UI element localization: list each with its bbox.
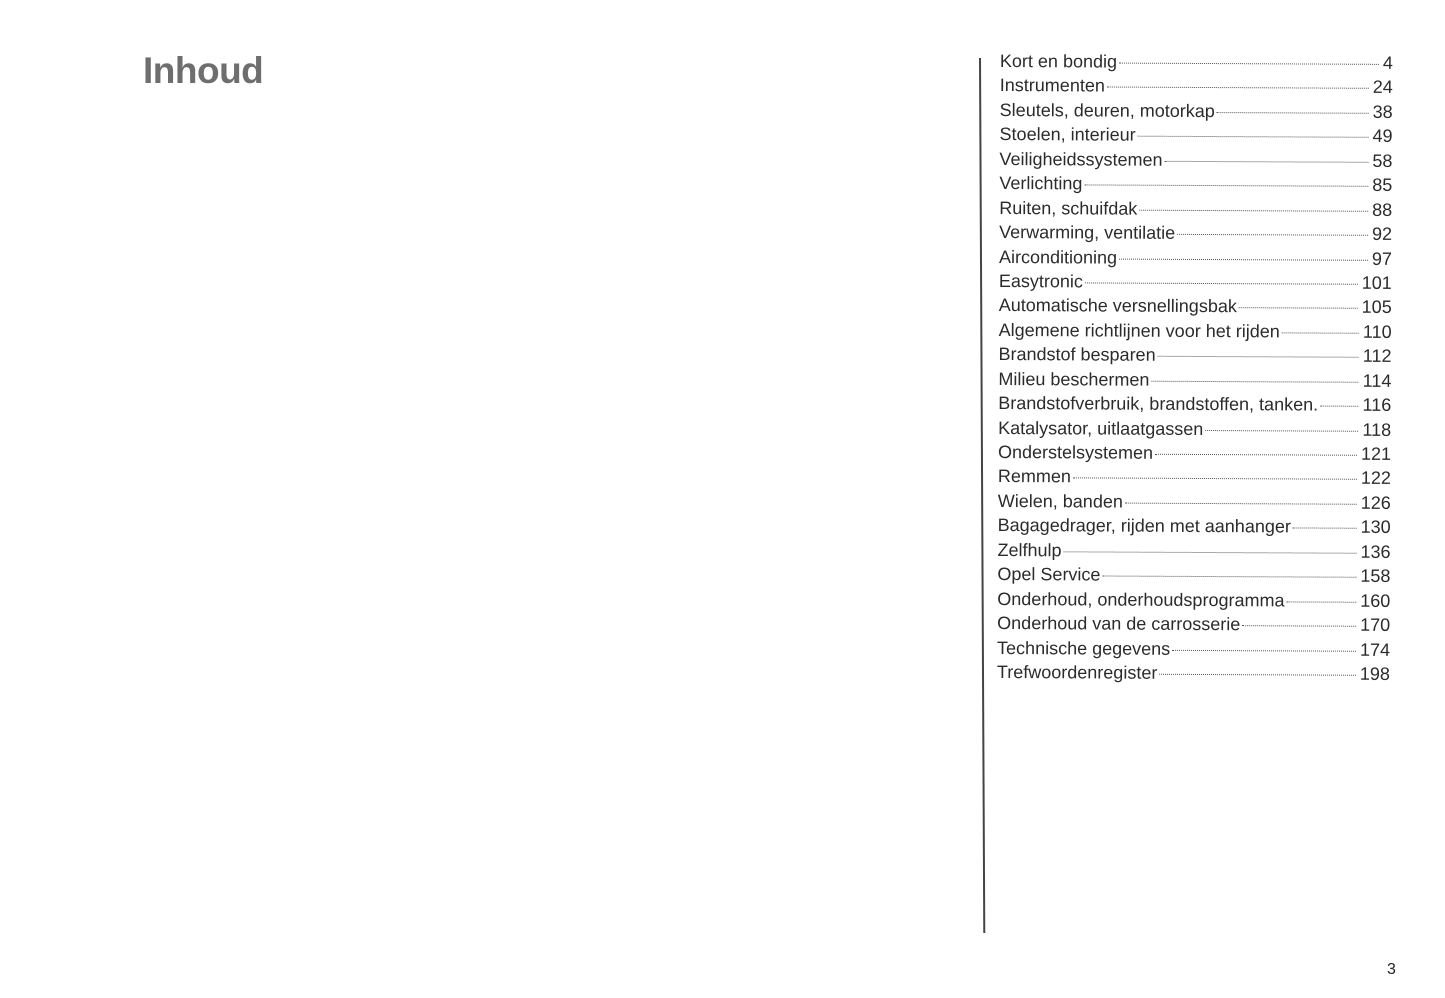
toc-entry-page: 118 bbox=[1362, 419, 1392, 440]
toc-entry-label: Opel Service bbox=[997, 564, 1101, 585]
toc-entry[interactable] bbox=[1000, 98, 1393, 124]
toc-leader-dots bbox=[1286, 601, 1356, 602]
toc-entry-page: 97 bbox=[1371, 248, 1393, 269]
toc-entry[interactable] bbox=[999, 269, 1392, 295]
toc-entry-page: 116 bbox=[1362, 394, 1392, 416]
toc-entry-label: Brandstof besparen bbox=[998, 344, 1156, 366]
toc-entry-page: 174 bbox=[1359, 639, 1391, 660]
toc-entry-label: Airconditioning bbox=[998, 246, 1118, 268]
toc-leader-dots bbox=[1282, 332, 1359, 333]
toc-leader-dots bbox=[1242, 625, 1356, 627]
toc-leader-dots bbox=[1085, 282, 1358, 284]
toc-leader-dots bbox=[1177, 234, 1368, 236]
toc-entry[interactable] bbox=[997, 635, 1390, 661]
toc-entry-page: 49 bbox=[1372, 126, 1393, 147]
toc-entry-page: 101 bbox=[1361, 272, 1392, 293]
toc-entry-label: Veiligheidssystemen bbox=[999, 148, 1163, 170]
toc-entry-label: Onderhoud van de carrosserie bbox=[997, 613, 1241, 635]
toc-entry-label: Brandstofverbruik, brandstoffen, tanken. bbox=[998, 393, 1319, 415]
toc-entry-label: Trefwoordenregister bbox=[996, 661, 1158, 683]
toc-entry-page: 160 bbox=[1360, 590, 1391, 611]
toc-entry-page: 170 bbox=[1360, 614, 1391, 635]
toc-entry-page: 198 bbox=[1359, 663, 1390, 684]
toc-entry-label: Algemene richtlijnen voor het rijden bbox=[998, 319, 1280, 342]
toc-entry[interactable] bbox=[997, 562, 1390, 588]
toc-entry[interactable] bbox=[998, 440, 1391, 466]
toc-leader-dots bbox=[1102, 576, 1356, 578]
toc-entry-page: 130 bbox=[1360, 517, 1391, 538]
page-title: Inhoud bbox=[143, 50, 264, 91]
toc-leader-dots bbox=[1084, 185, 1368, 187]
toc-entry-page: 121 bbox=[1360, 443, 1392, 464]
toc-entry[interactable] bbox=[999, 244, 1392, 270]
toc-entry-page: 58 bbox=[1372, 150, 1393, 171]
toc-entry[interactable] bbox=[999, 147, 1392, 173]
toc-entry-page: 24 bbox=[1372, 77, 1393, 98]
toc-entry-page: 122 bbox=[1360, 468, 1391, 489]
table-of-contents bbox=[997, 49, 1393, 686]
toc-leader-dots bbox=[1139, 209, 1368, 211]
toc-entry-label: Remmen bbox=[997, 466, 1071, 487]
toc-entry[interactable] bbox=[998, 513, 1391, 539]
toc-entry-label: Verwarming, ventilatie bbox=[999, 222, 1176, 243]
toc-leader-dots bbox=[1119, 63, 1379, 65]
toc-entry[interactable] bbox=[999, 196, 1392, 222]
page-number: 3 bbox=[1387, 961, 1396, 978]
toc-entry[interactable] bbox=[998, 342, 1391, 368]
toc-entry[interactable] bbox=[1000, 73, 1393, 99]
toc-entry-label: Milieu beschermen bbox=[998, 368, 1150, 390]
toc-leader-dots bbox=[1239, 308, 1358, 310]
toc-entry-page: 110 bbox=[1362, 321, 1392, 342]
toc-entry-page: 38 bbox=[1372, 101, 1393, 122]
toc-entry-label: Ruiten, schuifdak bbox=[999, 197, 1138, 219]
toc-entry-label: Kort en bondig bbox=[999, 50, 1118, 72]
toc-entry-label: Instrumenten bbox=[999, 75, 1105, 96]
toc-leader-dots bbox=[1064, 551, 1357, 553]
toc-entry[interactable] bbox=[999, 220, 1392, 246]
toc-leader-dots bbox=[1158, 356, 1359, 358]
toc-entry[interactable] bbox=[1000, 49, 1393, 75]
toc-entry[interactable] bbox=[998, 391, 1391, 417]
toc-entry-page: 126 bbox=[1360, 492, 1391, 513]
toc-entry[interactable] bbox=[998, 489, 1391, 515]
toc-entry-label: Katalysator, uitlaatgassen bbox=[998, 417, 1204, 439]
toc-leader-dots bbox=[1125, 502, 1357, 504]
toc-entry-page: 105 bbox=[1361, 297, 1392, 318]
toc-leader-dots bbox=[1107, 87, 1369, 89]
toc-entry-label: Zelfhulp bbox=[997, 539, 1062, 561]
toc-entry[interactable] bbox=[1000, 122, 1393, 148]
toc-entry-label: Onderhoud, onderhoudsprogramma bbox=[997, 588, 1285, 611]
toc-entry-label: Automatische versnellingsbak bbox=[998, 295, 1237, 317]
toc-leader-dots bbox=[1151, 380, 1358, 382]
column-divider bbox=[979, 58, 985, 933]
toc-entry[interactable] bbox=[998, 367, 1391, 393]
toc-entry-page: 4 bbox=[1382, 52, 1393, 73]
toc-entry-page: 114 bbox=[1362, 370, 1392, 391]
toc-leader-dots bbox=[1205, 430, 1358, 432]
toc-entry-label: Bagagedrager, rijden met aanhanger bbox=[997, 515, 1291, 537]
toc-leader-dots bbox=[1165, 161, 1369, 163]
toc-leader-dots bbox=[1119, 258, 1368, 260]
toc-leader-dots bbox=[1159, 674, 1356, 676]
toc-entry[interactable] bbox=[998, 416, 1391, 442]
toc-entry-label: Stoelen, interieur bbox=[999, 124, 1136, 145]
toc-entry[interactable] bbox=[999, 293, 1392, 319]
toc-entry-label: Easytronic bbox=[998, 270, 1083, 292]
toc-entry-page: 85 bbox=[1372, 175, 1393, 196]
toc-entry-page: 136 bbox=[1360, 541, 1391, 562]
toc-leader-dots bbox=[1293, 528, 1357, 529]
toc-leader-dots bbox=[1073, 478, 1357, 480]
toc-leader-dots bbox=[1320, 406, 1358, 407]
toc-entry[interactable] bbox=[998, 464, 1391, 490]
toc-entry-page: 88 bbox=[1372, 199, 1393, 220]
toc-entry[interactable] bbox=[997, 660, 1390, 686]
toc-entry[interactable] bbox=[997, 587, 1390, 613]
toc-leader-dots bbox=[1138, 136, 1369, 138]
toc-entry-label: Wielen, banden bbox=[997, 490, 1123, 512]
toc-entry-label: Verlichting bbox=[999, 173, 1083, 194]
toc-entry-label: Technische gegevens bbox=[997, 637, 1171, 659]
toc-entry[interactable] bbox=[999, 318, 1392, 344]
toc-entry-page: 112 bbox=[1362, 346, 1392, 367]
toc-entry[interactable] bbox=[999, 171, 1392, 197]
toc-entry-label: Sleutels, deuren, motorkap bbox=[999, 99, 1215, 121]
toc-leader-dots bbox=[1217, 112, 1369, 114]
toc-entry-page: 92 bbox=[1372, 223, 1393, 244]
toc-entry[interactable] bbox=[997, 611, 1390, 637]
toc-leader-dots bbox=[1155, 454, 1357, 456]
toc-entry-label: Onderstelsystemen bbox=[997, 441, 1154, 463]
toc-leader-dots bbox=[1172, 649, 1356, 651]
toc-entry[interactable] bbox=[997, 538, 1390, 564]
toc-entry-page: 158 bbox=[1360, 565, 1391, 587]
